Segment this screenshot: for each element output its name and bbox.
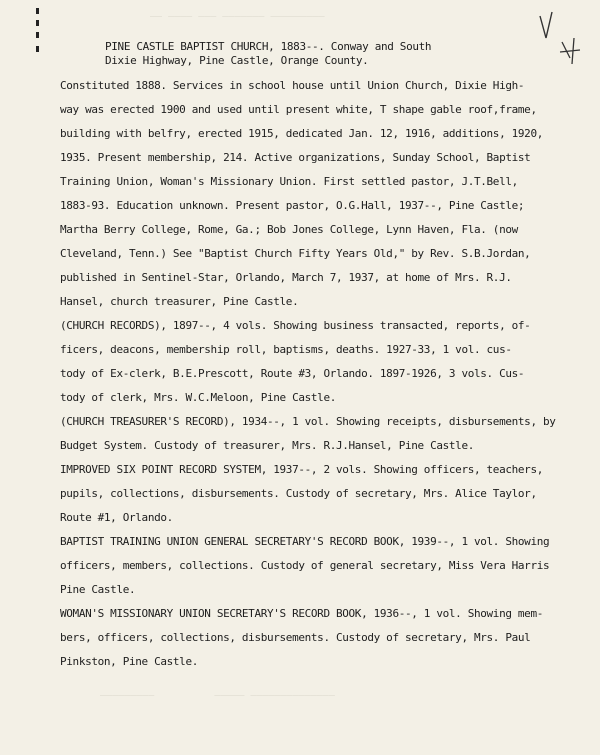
body-line: Constituted 1888. Services in school house until Union Church, Dixie High- <box>60 79 525 92</box>
body-line: IMPROVED SIX POINT RECORD SYSTEM, 1937--, 2 vols. Showing officers, teachers, <box>60 463 543 476</box>
body-line: (CHURCH RECORDS), 1897--, 4 vols. Showing business transacted, reports, of- <box>60 319 531 332</box>
header-line: Dixie Highway, Pine Castle, Orange County. <box>105 54 369 67</box>
body-line: ficers, deacons, membership roll, baptisms, deaths. 1927-33, 1 vol. cus- <box>60 343 512 356</box>
header-line: PINE CASTLE BAPTIST CHURCH, 1883--. Conway and South <box>105 40 432 53</box>
body-line: way was erected 1900 and used until present white, T shape gable roof,frame, <box>60 103 537 116</box>
body-line: officers, members, collections. Custody of general secretary, Miss Vera Harris <box>60 559 550 572</box>
body-line: building with belfry, erected 1915, dedicated Jan. 12, 1916, additions, 1920, <box>60 127 543 140</box>
body-line: Pinkston, Pine Castle. <box>60 655 198 668</box>
body-line: Cleveland, Tenn.) See "Baptist Church Fifty Years Old," by Rev. S.B.Jordan, <box>60 247 531 260</box>
body-line: WOMAN'S MISSIONARY UNION SECRETARY'S RECORD BOOK, 1936--, 1 vol. Showing mem- <box>60 607 543 620</box>
handwritten-checkmark-icon <box>536 8 582 66</box>
body-line: (CHURCH TREASURER'S RECORD), 1934--, 1 vol. Showing receipts, disbursements, by <box>60 415 556 428</box>
body-line: 1883-93. Education unknown. Present pastor, O.G.Hall, 1937--, Pine Castle; <box>60 199 525 212</box>
bleed-through-text: _________ _______ ___ ____ __ <box>150 6 325 17</box>
body-line: published in Sentinel-Star, Orlando, March 7, 1937, at home of Mrs. R.J. <box>60 271 512 284</box>
body-line: BAPTIST TRAINING UNION GENERAL SECRETARY'S RECORD BOOK, 1939--, 1 vol. Showing <box>60 535 550 548</box>
body-line: Martha Berry College, Rome, Ga.; Bob Jones College, Lynn Haven, Fla. (now <box>60 223 518 236</box>
body-line: Route #1, Orlando. <box>60 511 173 524</box>
body-line: Training Union, Woman's Missionary Union. First settled pastor, J.T.Bell, <box>60 175 518 188</box>
body-line: tody of clerk, Mrs. W.C.Meloon, Pine Castle. <box>60 391 336 404</box>
body-line: Pine Castle. <box>60 583 136 596</box>
body-line: Hansel, church treasurer, Pine Castle. <box>60 295 299 308</box>
body-line: Budget System. Custody of treasurer, Mrs. R.J.Hansel, Pine Castle. <box>60 439 474 452</box>
body-line: 1935. Present membership, 214. Active organizations, Sunday School, Baptist <box>60 151 531 164</box>
body-line: pupils, collections, disbursements. Custody of secretary, Mrs. Alice Taylor, <box>60 487 537 500</box>
bleed-through-text: ______________ _____ _________ <box>100 685 335 696</box>
body-line: bers, officers, collections, disbursements. Custody of secretary, Mrs. Paul <box>60 631 531 644</box>
margin-tally-marks <box>36 6 56 66</box>
body-line: tody of Ex-clerk, B.E.Prescott, Route #3, Orlando. 1897-1926, 3 vols. Cus- <box>60 367 525 380</box>
